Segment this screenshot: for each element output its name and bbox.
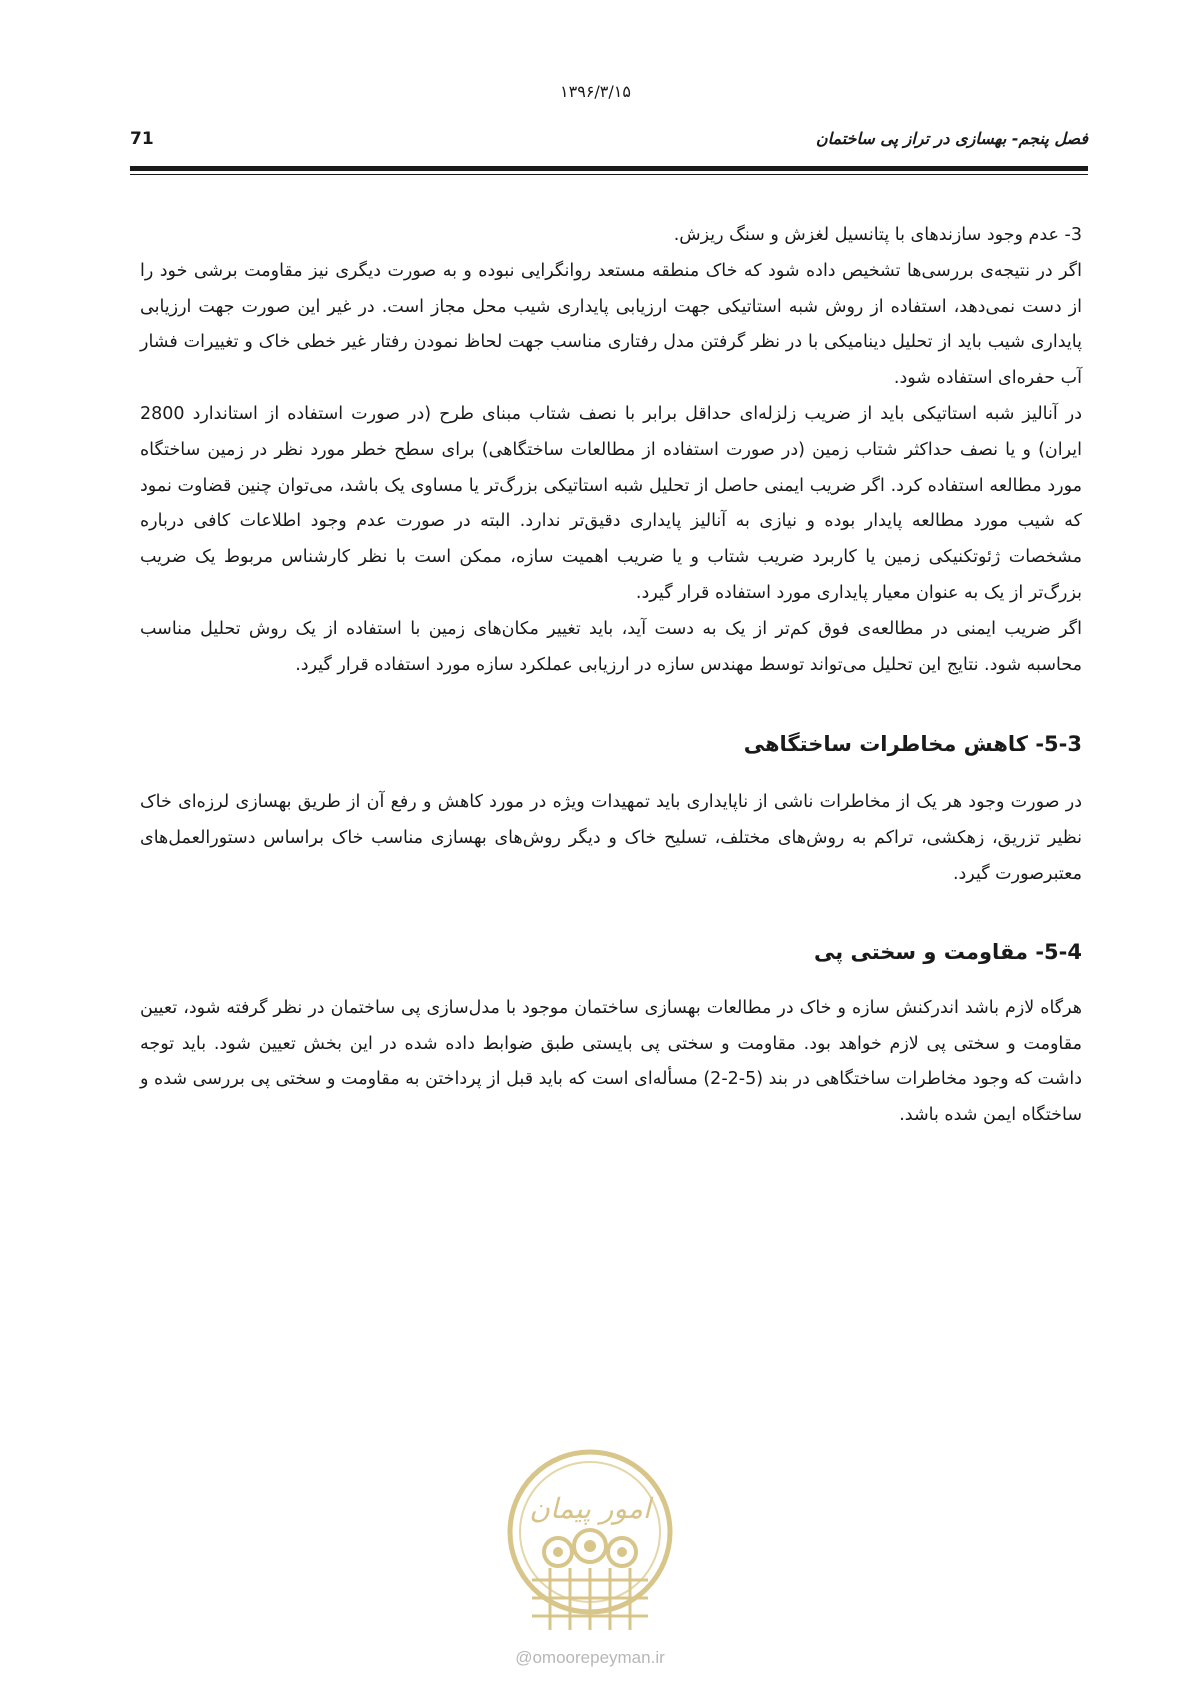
seal-logo-icon <box>500 1440 680 1650</box>
section-heading-5-4: 5-4- مقاومت و سختی پی <box>814 939 1082 964</box>
header-rule-thick <box>130 166 1088 171</box>
paragraph-foundation-strength: هرگاه لازم باشد اندرکنش سازه و خاک در مطالعات بهسازی ساختمان موجود با مدل‌سازی پی ساختمان در نظر گرفته شود، تعیین مقاومت و سختی پی لازم خواهد بود. مقاومت و سختی پی بایستی طبق ضوابط داده شده در این بخش تعیین شود. باید توجه داشت که وجود مخاطرات ساختگاهی در بند (5-2-2) مسأله‌ای است که باید قبل از پرداختن به مقاومت و سختی پی بررسی شده و ساختگاه ایمن شده باشد. <box>140 997 1083 1126</box>
seal-script-text: امور پیمان <box>529 1492 651 1525</box>
chapter-title: فصل پنجم- بهسازی در تراز پی ساختمان <box>815 129 1088 148</box>
watermark-seal <box>500 1440 680 1670</box>
page-number: 71 <box>130 129 154 149</box>
page-body <box>140 218 1082 1134</box>
watermark-site: @omoorepeyman.ir <box>515 1648 665 1667</box>
section-heading-5-3: 5-3- کاهش مخاطرات ساختگاهی <box>743 732 1082 757</box>
paragraph-slope-method: اگر در نتیجه‌ی بررسی‌ها تشخیص داده شود که خاک منطقه مستعد روانگرایی نبوده و به صورت دیگری نیز مقاومت برشی خود را از دست نمی‌دهد، استفاده از روش شبه استاتیکی جهت ارزیابی پایداری شیب محل مجاز است. در غیر این صورت جهت ارزیابی پایداری شیب باید از تحلیل دینامیکی با در نظر گرفتن مدل رفتاری مناسب جهت لحاظ نمودن رفتار غیر خطی خاک و تغییرات فشار آب حفره‌ای استفاده شود. <box>140 260 1082 389</box>
running-header <box>130 125 1088 161</box>
print-date: ۱۳۹۶/۳/۱۵ <box>560 82 631 101</box>
paragraph-pseudo-static: در آنالیز شبه استاتیکی باید از ضریب زلزله‌ای حداقل برابر با نصف شتاب مبنای طرح (در صورت استفاده از استاندارد 2800 ایران) و یا نصف حداکثر شتاب زمین (در صورت استفاده از مطالعات ساختگاهی) برای سطح خطر مورد نظر در زمین ساختگاه مورد مطالعه استفاده کرد. اگر ضریب ایمنی حاصل از تحلیل شبه استاتیکی بزرگ‌تر یا مساوی یک باشد، می‌توان چنین قضاوت نمود که شیب مورد مطالعه پایدار بوده و نیازی به آنالیز پایداری دقیق‌تر ندارد. البته در صورت عدم وجود اطلاعات کافی درباره مشخصات ژئوتکنیکی زمین یا کاربرد ضریب شتاب و یا ضریب اهمیت سازه، ممکن است با نظر کارشناس مربوط یک ضریب بزرگ‌تر از یک به عنوان معیار پایداری مورد استفاده قرار گیرد. <box>140 403 1082 603</box>
paragraph-safety-factor: اگر ضریب ایمنی در مطالعه‌ی فوق کم‌تر از یک به دست آید، باید تغییر مکان‌های زمین با استفاده از یک روش تحلیل مناسب محاسبه شود. نتایج این تحلیل می‌تواند توسط مهندس سازه در ارزیابی عملکرد سازه مورد استفاده قرار گیرد. <box>140 618 1082 675</box>
list-item-3: 3- عدم وجود سازندهای با پتانسیل لغزش و سنگ ریزش. <box>673 225 1082 245</box>
paragraph-hazard-mitigation: در صورت وجود هر یک از مخاطرات ناشی از ناپایداری باید تمهیدات ویژه در مورد کاهش و رفع آن از طریق بهسازی لرزه‌ای خاک نظیر تزریق، زهکشی، تراکم به روش‌های مختلف، تسلیح خاک و دیگر روش‌های بهسازی مناسب خاک براساس دستورالعمل‌های معتبرصورت گیرد. <box>140 792 1082 884</box>
header-rule-thin <box>130 174 1088 175</box>
